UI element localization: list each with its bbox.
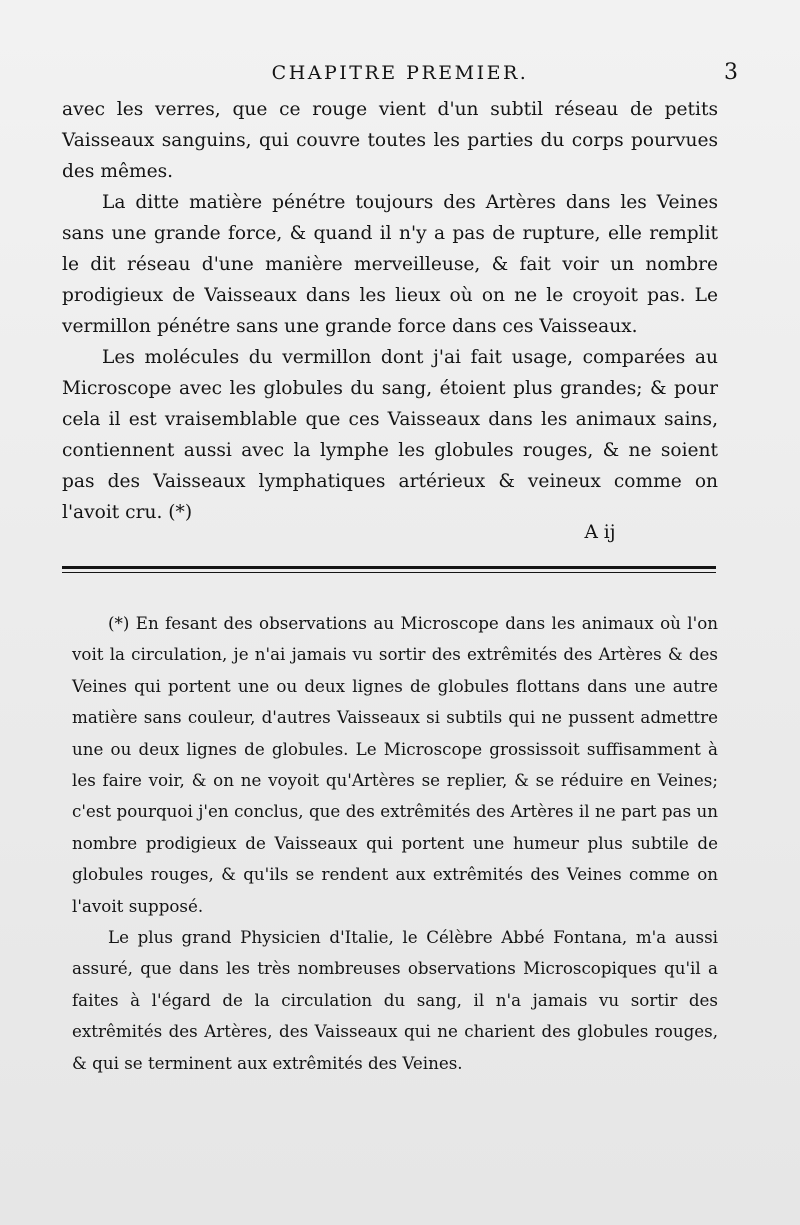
signature-mark: A ij	[584, 522, 616, 543]
footnote-paragraph-2: Le plus grand Physicien d'Italie, le Célèbre Abbé Fontana, m'a aussi assuré, que dans les très nombreuses observations Microscopiques qu'il a faites à l'égard de la circulation du sang, il n'a jamais vu sortir des extrêmités des Artères, des Vaisseaux qui ne charient des globules rouges, & qui se terminent aux extrêmités des Veines.	[72, 927, 718, 1073]
footnote-rule-thin	[62, 572, 716, 573]
main-paragraph-1: avec les verres, que ce rouge vient d'un subtil réseau de petits Vaisseaux sanguins, qui couvre toutes les parties du corps pourvues des mêmes.	[62, 99, 718, 182]
page-header	[0, 60, 800, 90]
footnote-rule-thick	[62, 566, 716, 569]
main-paragraph-3: Les molécules du vermillon dont j'ai fait usage, comparées au Microscope avec les globules du sang, étoient plus grandes; & pour cela il est vraisemblable que ces Vaisseaux dans les animaux sains, contiennent aussi avec la lymphe les globules rouges, & ne soient pas des Vaisseaux lymphatiques artérieux & veineux comme on l'avoit cru. (*)	[62, 347, 718, 523]
main-text	[62, 94, 718, 528]
running-head: CHAPITRE PREMIER.	[271, 62, 529, 84]
main-paragraph-2: La ditte matière pénétre toujours des Artères dans les Veines sans une grande force, & quand il n'y a pas de rupture, elle remplit le dit réseau d'une manière merveilleuse, & fait voir un nombre prodigieux de Vaisseaux dans les lieux où on ne le croyoit pas. Le vermillon pénétre sans une grande force dans ces Vaisseaux.	[62, 192, 718, 337]
page-number: 3	[724, 60, 738, 85]
footnote-paragraph-1: (*) En fesant des observations au Microscope dans les animaux où l'on voit la circulation, je n'ai jamais vu sortir des extrêmités des Artères & des Veines qui portent une ou deux lignes de globules flottans dans une autre matière sans couleur, d'autres Vaisseaux si subtils qui ne pussent admettre une ou deux lignes de globules. Le Microscope grossissoit suffisamment à les faire voir, & on ne voyoit qu'Artères se replier, & se réduire en Veines; c'est pourquoi j'en conclus, que des extrêmités des Artères il ne part pas un nombre prodigieux de Vaisseaux qui portent une humeur plus subtile de globules rouges, & qu'ils se rendent aux extrêmités des Veines comme on l'avoit supposé.	[72, 613, 718, 916]
footnote	[72, 608, 718, 1079]
